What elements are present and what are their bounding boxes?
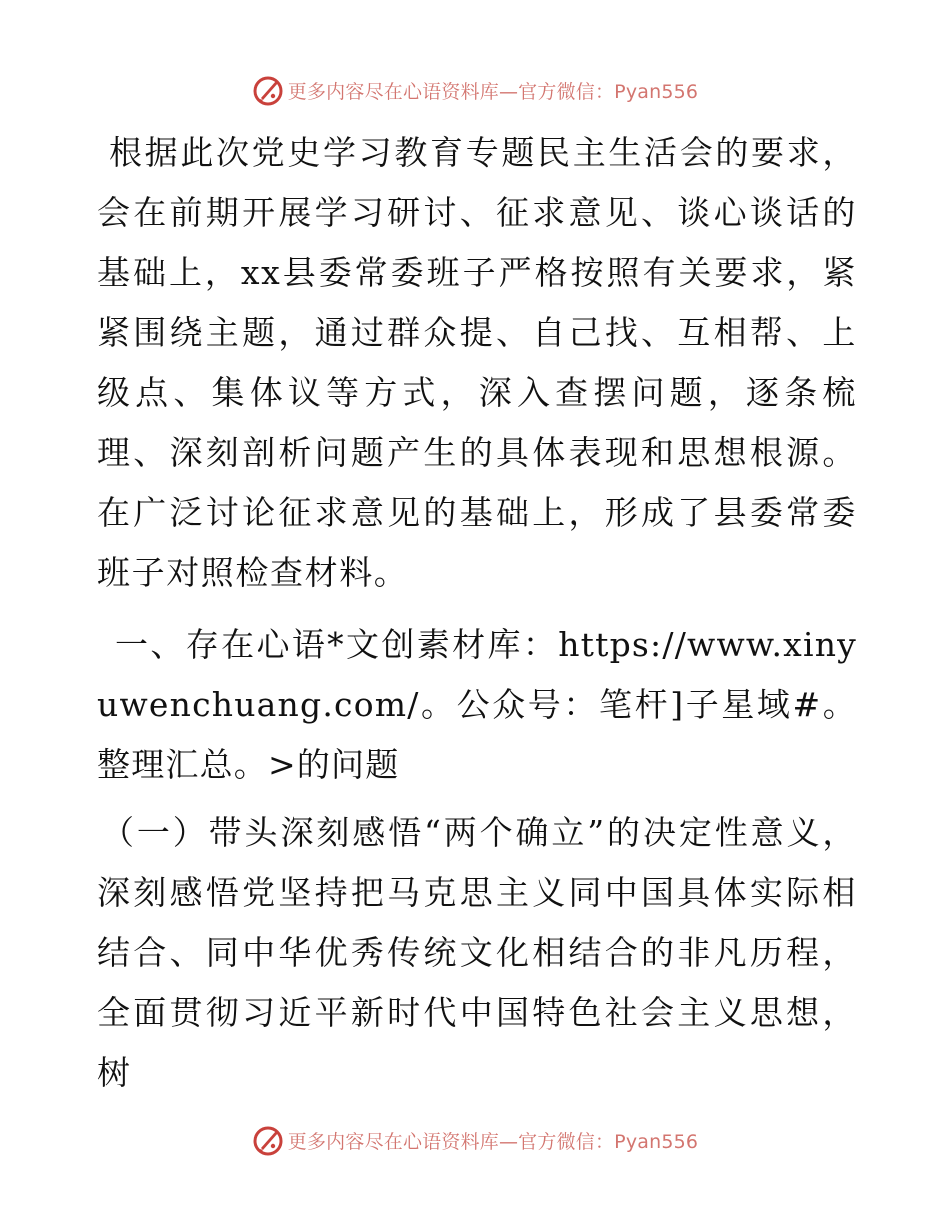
header-watermark-banner <box>0 73 950 107</box>
document-body <box>97 123 857 1103</box>
section-heading: 一、存在心语*文创素材库：https://www.xinyuwenchuang.com/。公众号：笔杆]子星域#。整理汇总。>的问题 <box>97 625 857 784</box>
watermark-text: 更多内容尽在心语资料库—官方微信：Pyan556 <box>287 1130 699 1153</box>
red-quill-seal-icon <box>252 74 284 106</box>
subsection-paragraph: （一）带头深刻感悟“两个确立”的决定性意义，深刻感悟党坚持把马克思主义同中国具体实际相结合、同中华优秀传统文化相结合的非凡历程，全面贯彻习近平新时代中国特色社会主义思想，树 <box>97 813 857 1092</box>
watermark-text: 更多内容尽在心语资料库—官方微信：Pyan556 <box>287 80 699 103</box>
red-quill-seal-icon <box>252 1124 284 1156</box>
footer-watermark-banner <box>0 1123 950 1157</box>
intro-paragraph: 根据此次党史学习教育专题民主生活会的要求，会在前期开展学习研讨、征求意见、谈心谈话的基础上，xx县委常委班子严格按照有关要求，紧紧围绕主题，通过群众提、自己找、互相帮、上级点、集体议等方式，深入查摆问题，逐条梳理、深刻剖析问题产生的具体表现和思想根源。在广泛讨论征求意见的基础上，形成了县委常委班子对照检查材料。 <box>97 133 857 592</box>
